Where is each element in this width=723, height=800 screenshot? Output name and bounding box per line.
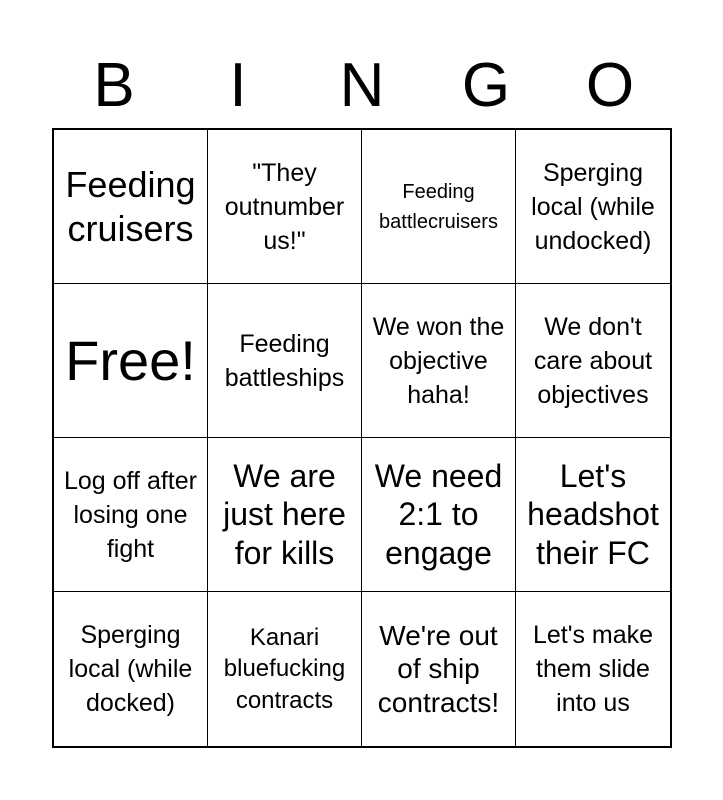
cell-text: We are just here for kills	[223, 457, 346, 571]
bingo-cell-r4c1[interactable]	[54, 592, 208, 746]
cell-text: Log off after losing one fight	[64, 466, 197, 563]
cell-text: Feeding battlecruisers	[379, 180, 498, 233]
title-letter-n: N	[339, 51, 385, 120]
free-space: Free!	[65, 328, 196, 392]
bingo-cell-r1c2[interactable]	[208, 130, 362, 284]
cell-text: Sperging local (while docked)	[68, 621, 193, 717]
cell-text: We won the objective haha!	[372, 312, 505, 409]
cell-text: We're out of ship contracts!	[377, 619, 500, 718]
bingo-cell-r3c1[interactable]	[54, 438, 208, 592]
cell-text: Let's headshot their FC	[527, 457, 659, 571]
cell-text: Feeding battleships	[224, 329, 345, 392]
cell-text: Let's make them slide into us	[532, 621, 654, 717]
bingo-cell-r1c1[interactable]	[54, 130, 208, 284]
cell-text: Kanari bluefucking contracts	[223, 624, 346, 714]
title-letter-o: O	[585, 51, 635, 120]
bingo-cell-r3c4[interactable]	[516, 438, 670, 592]
cell-text: "They outnumber us!"	[224, 158, 345, 255]
title-letter-i: I	[229, 51, 247, 120]
bingo-board	[52, 128, 672, 748]
title-letter-b: B	[93, 51, 135, 120]
bingo-cell-r2c2[interactable]	[208, 284, 362, 438]
bingo-cell-r2c1[interactable]	[54, 284, 208, 438]
cell-text: Feeding cruisers	[65, 164, 196, 249]
bingo-cell-r2c3[interactable]	[362, 284, 516, 438]
bingo-cell-r1c3[interactable]	[362, 130, 516, 284]
bingo-cell-r2c4[interactable]	[516, 284, 670, 438]
cell-text: We don't care about objectives	[533, 312, 653, 409]
bingo-cell-r1c4[interactable]	[516, 130, 670, 284]
bingo-cell-r4c4[interactable]	[516, 592, 670, 746]
bingo-title	[52, 46, 672, 126]
bingo-cell-r4c3[interactable]	[362, 592, 516, 746]
cell-text: We need 2:1 to engage	[374, 457, 503, 571]
cell-text: Sperging local (while undocked)	[531, 158, 655, 255]
title-letter-g: G	[461, 51, 511, 120]
bingo-cell-r3c3[interactable]	[362, 438, 516, 592]
bingo-cell-r3c2[interactable]	[208, 438, 362, 592]
bingo-cell-r4c2[interactable]	[208, 592, 362, 746]
